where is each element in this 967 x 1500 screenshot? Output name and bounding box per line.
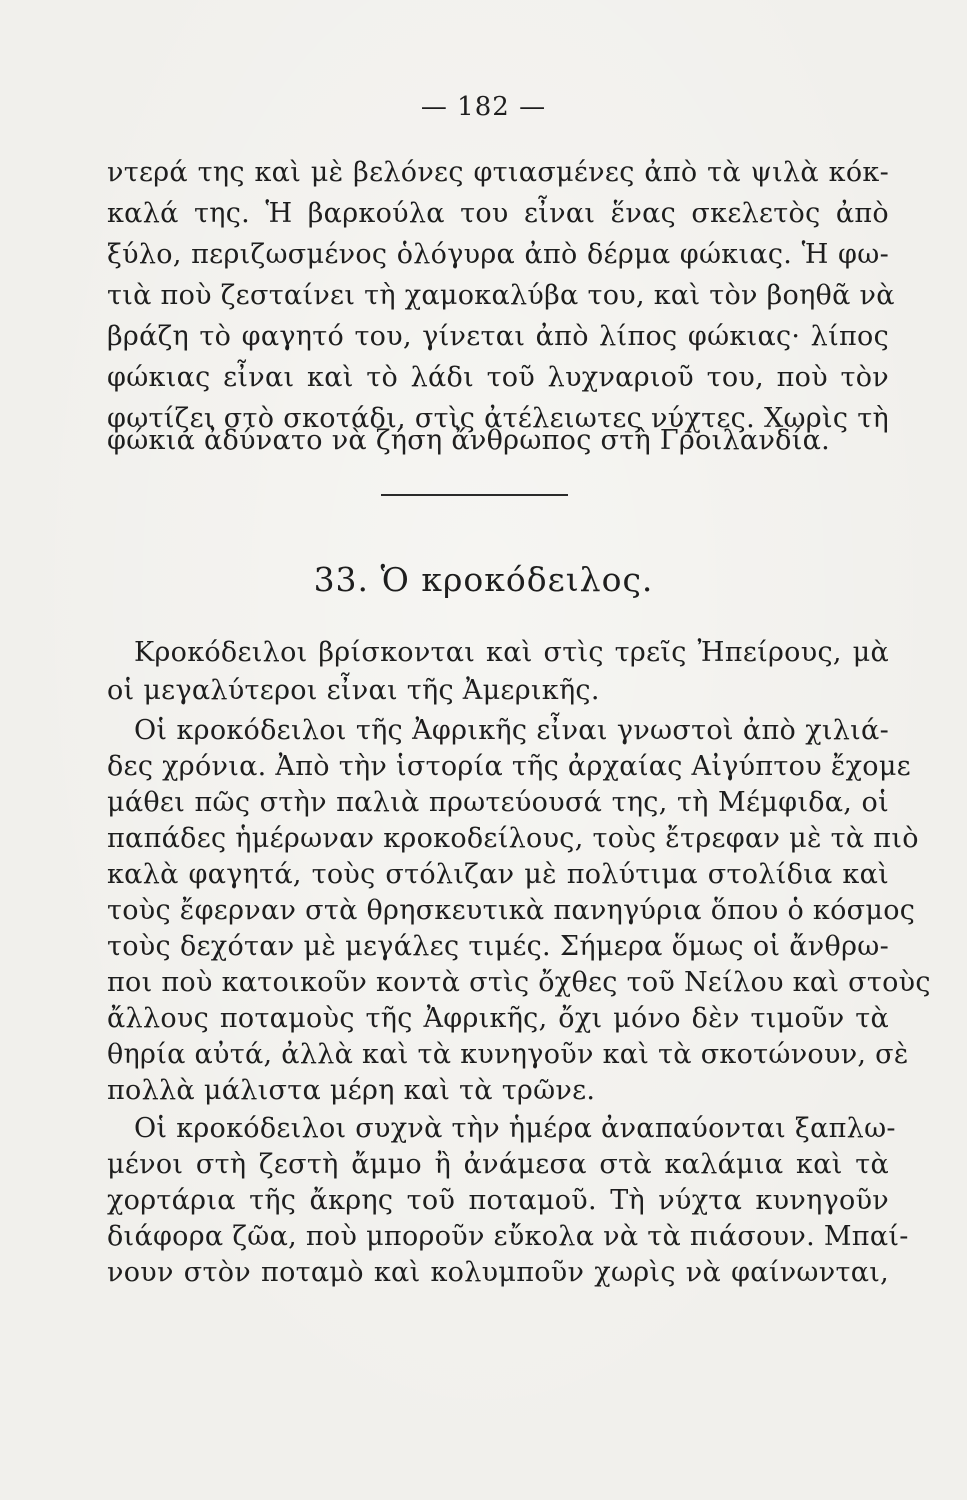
- section-title: 33. Ὁ κροκόδειλος.: [313, 560, 654, 599]
- page-number: — 182 —: [420, 92, 547, 122]
- text-line: τοὺς ἔφερναν στὰ θρησκευτικὰ πανηγύρια ὅπου ὁ κόσμος: [107, 895, 916, 926]
- text-line: μένοι στὴ ζεστὴ ἄμμο ἢ ἀνάμεσα στὰ καλάμια καὶ τὰ: [107, 1149, 889, 1180]
- text-line: ξύλο, περιζωσμένος ὁλόγυρα ἀπὸ δέρμα φώκιας. Ἡ φω-: [107, 239, 889, 270]
- text-line: ντερά της καὶ μὲ βελόνες φτιασμένες ἀπὸ τὰ ψιλὰ κόκ-: [107, 157, 889, 188]
- text-line: πολλὰ μάλιστα μέρη καὶ τὰ τρῶνε.: [107, 1075, 596, 1106]
- text-line: Κροκόδειλοι βρίσκονται καὶ στὶς τρεῖς Ἠπείρους, μὰ: [134, 637, 889, 668]
- text-line: φώκιας εἶναι καὶ τὸ λάδι τοῦ λυχναριοῦ του, ποὺ τὸν: [107, 362, 889, 393]
- text-line: φώκια ἀδύνατο νὰ ζήση ἄνθρωπος στὴ Γροιλανδία.: [107, 425, 831, 456]
- text-line: χορτάρια τῆς ἄκρης τοῦ ποταμοῦ. Τὴ νύχτα κυνηγοῦν: [107, 1185, 889, 1216]
- text-line: καλά της. Ἡ βαρκούλα του εἶναι ἕνας σκελετὸς ἀπὸ: [107, 198, 889, 229]
- text-line: διάφορα ζῶα, ποὺ μποροῦν εὔκολα νὰ τὰ πιάσουν. Μπαί-: [107, 1221, 909, 1252]
- text-line: Οἱ κροκόδειλοι συχνὰ τὴν ἡμέρα ἀναπαύονται ξαπλω-: [134, 1113, 896, 1144]
- text-line: βράζη τὸ φαγητό του, γίνεται ἀπὸ λίπος φώκιας· λίπος: [107, 321, 889, 352]
- text-line: ἄλλους ποταμοὺς τῆς Ἀφρικῆς, ὄχι μόνο δὲν τιμοῦν τὰ: [107, 1003, 889, 1034]
- text-line: θηρία αὐτά, ἀλλὰ καὶ τὰ κυνηγοῦν καὶ τὰ σκοτώνουν, σὲ: [107, 1039, 909, 1070]
- text-line: νουν στὸν ποταμὸ καὶ κολυμποῦν χωρὶς νὰ φαίνωνται,: [107, 1257, 889, 1288]
- text-line: τιὰ ποὺ ζεσταίνει τὴ χαμοκαλύβα του, καὶ τὸν βοηθᾶ νὰ: [107, 280, 895, 311]
- text-line: φωτίζει στὸ σκοτάδι, στὶς ἀτέλειωτες νύχτες. Χωρὶς τὴ: [107, 403, 889, 434]
- text-line: μάθει πῶς στὴν παλιὰ πρωτεύουσά της, τὴ Μέμφιδα, οἱ: [107, 787, 889, 818]
- text-line: δες χρόνια. Ἀπὸ τὴν ἱστορία τῆς ἀρχαίας Αἰγύπτου ἔχομε: [107, 751, 911, 782]
- text-line: οἱ μεγαλύτεροι εἶναι τῆς Ἀμερικῆς.: [107, 675, 600, 706]
- text-line: παπάδες ἡμέρωναν κροκοδείλους, τοὺς ἔτρεφαν μὲ τὰ πιὸ: [107, 823, 919, 854]
- text-line: ποι ποὺ κατοικοῦν κοντὰ στὶς ὄχθες τοῦ Νείλου καὶ στοὺς: [107, 967, 931, 998]
- section-divider: [381, 494, 568, 496]
- text-line: καλὰ φαγητά, τοὺς στόλιζαν μὲ πολύτιμα στολίδια καὶ: [107, 859, 889, 890]
- text-line: τοὺς δεχόταν μὲ μεγάλες τιμές. Σήμερα ὅμως οἱ ἄνθρω-: [107, 931, 889, 962]
- text-line: Οἱ κροκόδειλοι τῆς Ἀφρικῆς εἶναι γνωστοὶ ἀπὸ χιλιά-: [134, 715, 889, 746]
